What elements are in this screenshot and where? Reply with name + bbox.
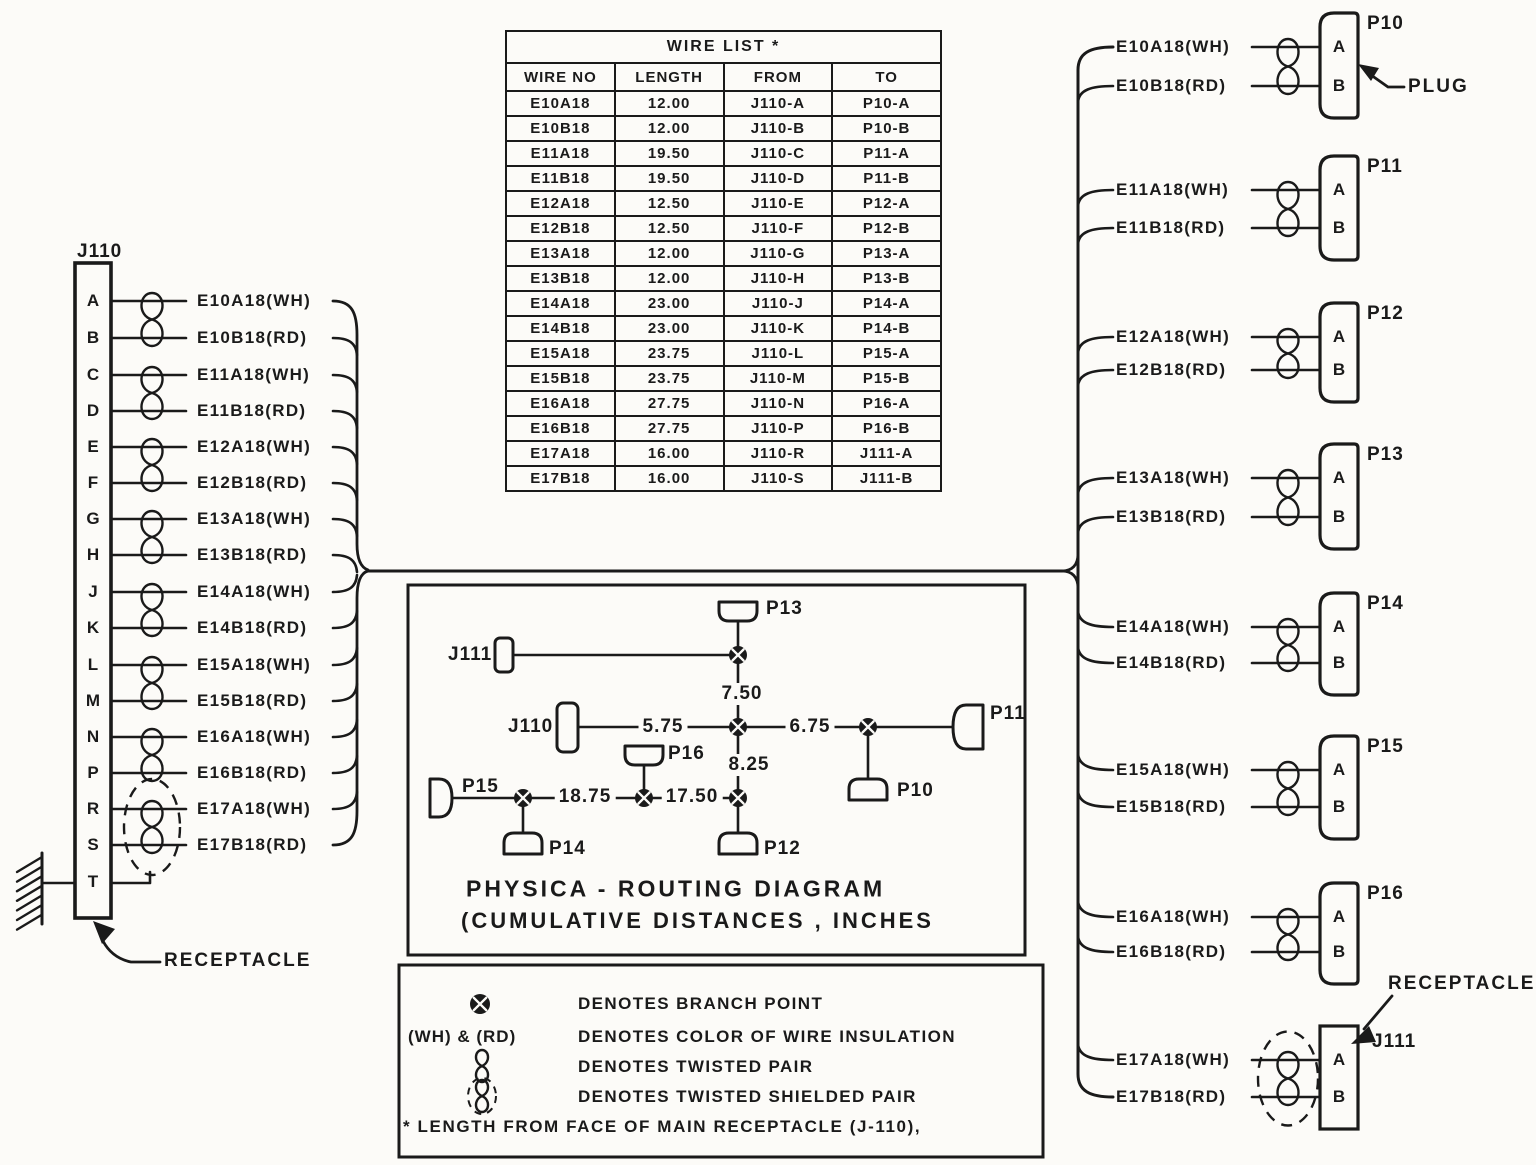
wire-cell: P14-A [832,291,941,316]
P10-pin-A: A [1332,37,1346,56]
left-wire-label-E17A18: E17A18(WH) [197,799,312,818]
wire-cell: 27.75 [615,391,724,416]
wire-cell: P15-B [832,366,941,391]
wire-row [506,216,941,241]
wire-row [506,441,941,466]
right-wire-label-E10B18: E10B18(RD) [1116,76,1227,95]
wire-row [506,241,941,266]
wire-cell: J110-G [724,241,833,266]
routing-node-p13: P13 [766,598,803,619]
wire-cell: E15A18 [506,341,615,366]
wire-cell: P10-A [832,91,941,116]
connector-name-P12: P12 [1367,303,1404,324]
wire-cell: E13B18 [506,266,615,291]
wire-cell: 12.00 [615,116,724,141]
wire-cell: J110-A [724,91,833,116]
wire-cell: P13-B [832,266,941,291]
routing-dim-5-75: 5.75 [639,716,688,738]
wire-cell: P11-A [832,141,941,166]
wire-cell: P16-B [832,416,941,441]
J111-pin-B: B [1332,1087,1346,1106]
wire-list [505,30,942,492]
routing-dim-8-25: 8.25 [725,754,774,776]
P11-pin-A: A [1332,180,1346,199]
left-wire-label-E14A18: E14A18(WH) [197,582,312,601]
wire-cell: E17B18 [506,466,615,491]
wire-cell: J110-H [724,266,833,291]
wire-row [506,416,941,441]
right-wire-label-E16B18: E16B18(RD) [1116,942,1227,961]
left-wire-label-E10B18: E10B18(RD) [197,328,308,347]
j110-pin-L: L [87,655,99,674]
right-connector-P15 [1078,736,1358,839]
wire-cell: J110-J [724,291,833,316]
wire-cell: 16.00 [615,466,724,491]
routing-title: PHYSICA - ROUTING DIAGRAM [466,875,886,902]
wire-cell: 12.00 [615,266,724,291]
wire-row [506,266,941,291]
col-length: LENGTH [615,63,724,91]
routing-node-p12: P12 [764,838,801,859]
legend-branch-point-text: DENOTES BRANCH POINT [578,994,824,1013]
left-wire-label-E14B18: E14B18(RD) [197,618,308,637]
right-wire-label-E14A18: E14A18(WH) [1116,617,1231,636]
wire-cell: P12-B [832,216,941,241]
routing-node-j110: J110 [508,716,554,737]
j110-pin-F: F [87,473,99,492]
wire-cell: 19.50 [615,141,724,166]
left-wire-label-E12A18: E12A18(WH) [197,437,312,456]
j110-pin-T: T [87,872,99,891]
j110-pin-H: H [86,545,100,564]
right-connector-P14 [1078,593,1358,695]
wire-row [506,291,941,316]
routing-node-j111: J111 [448,644,493,665]
wire-row [506,91,941,116]
wire-cell: 27.75 [615,416,724,441]
P12-pin-B: B [1332,360,1346,379]
wire-cell: P10-B [832,116,941,141]
wire-row [506,341,941,366]
connector-name-P10: P10 [1367,13,1404,34]
j110-pin-E: E [87,437,99,456]
right-connector-P12 [1078,303,1358,402]
P14-pin-B: B [1332,653,1346,672]
wire-cell: J110-B [724,116,833,141]
wire-row [506,316,941,341]
wire-cell: E11A18 [506,141,615,166]
wire-cell: E17A18 [506,441,615,466]
routing-node-p10: P10 [897,780,934,801]
left-wire-label-E10A18: E10A18(WH) [197,291,312,310]
wire-cell: J110-F [724,216,833,241]
wire-cell: P14-B [832,316,941,341]
wire-cell: P13-A [832,241,941,266]
wire-cell: 19.50 [615,166,724,191]
left-wire-label-E16A18: E16A18(WH) [197,727,312,746]
wire-cell: P12-A [832,191,941,216]
wire-cell: J111-B [832,466,941,491]
routing-node-p11: P11 [990,703,1026,724]
wire-cell: 16.00 [615,441,724,466]
j110-pin-B: B [86,328,100,347]
routing-dim-7-50: 7.50 [718,683,767,705]
right-wire-label-E15B18: E15B18(RD) [1116,797,1227,816]
left-wire-label-E12B18: E12B18(RD) [197,473,308,492]
left-wire-label-E13B18: E13B18(RD) [197,545,308,564]
routing-subtitle: (CUMULATIVE DISTANCES , INCHES [461,908,934,933]
wire-row [506,166,941,191]
connector-name-P15: P15 [1367,736,1404,757]
legend-note: * LENGTH FROM FACE OF MAIN RECEPTACLE (J-110), [403,1117,922,1136]
wire-cell: 12.00 [615,241,724,266]
wire-list-title: WIRE LIST * [506,31,941,63]
P11-pin-B: B [1332,218,1346,237]
left-wire-label-E11B18: E11B18(RD) [197,401,307,420]
j110-pin-N: N [86,727,100,746]
wire-cell: J111-A [832,441,941,466]
j110-pin-D: D [86,401,100,420]
legend-shielded-pair-text: DENOTES TWISTED SHIELDED PAIR [578,1087,917,1106]
wire-row [506,191,941,216]
wire-cell: 23.75 [615,341,724,366]
j110-pin-S: S [87,835,99,854]
routing-node-p16: P16 [668,743,705,764]
P12-pin-A: A [1332,327,1346,346]
right-wire-label-E11B18: E11B18(RD) [1116,218,1226,237]
J111-pin-A: A [1332,1050,1346,1069]
wire-cell: E15B18 [506,366,615,391]
right-wire-label-E12A18: E12A18(WH) [1116,327,1231,346]
P15-pin-A: A [1332,760,1346,779]
wire-cell: J110-N [724,391,833,416]
left-wire-label-E17B18: E17B18(RD) [197,835,308,854]
wire-cell: E12A18 [506,191,615,216]
left-wire-label-E11A18: E11A18(WH) [197,365,311,384]
left-wire-label-E13A18: E13A18(WH) [197,509,312,528]
j110-pin-R: R [86,799,100,818]
right-wire-label-E15A18: E15A18(WH) [1116,760,1231,779]
wire-cell: J110-M [724,366,833,391]
wire-cell: J110-L [724,341,833,366]
wire-cell: E13A18 [506,241,615,266]
left-wire-label-E15B18: E15B18(RD) [197,691,308,710]
wire-cell: P11-B [832,166,941,191]
wire-list-table [505,30,942,492]
right-wire-label-E17B18: E17B18(RD) [1116,1087,1227,1106]
wire-cell: 23.00 [615,316,724,341]
P15-pin-B: B [1332,797,1346,816]
right-wire-label-E14B18: E14B18(RD) [1116,653,1227,672]
right-connector-J111 [1078,1026,1358,1129]
wire-row [506,141,941,166]
right-wire-label-E13A18: E13A18(WH) [1116,468,1231,487]
wire-cell: 23.75 [615,366,724,391]
wire-cell: J110-D [724,166,833,191]
wire-cell: 12.50 [615,191,724,216]
right-wire-label-E17A18: E17A18(WH) [1116,1050,1231,1069]
P13-pin-B: B [1332,507,1346,526]
right-wire-label-E11A18: E11A18(WH) [1116,180,1230,199]
wire-cell: J110-C [724,141,833,166]
routing-node-p15: P15 [462,776,499,797]
j110-name-label: J110 [77,241,123,262]
right-connector-P16 [1078,883,1358,984]
right-connector-P11 [1078,156,1358,260]
wire-cell: E16B18 [506,416,615,441]
P13-pin-A: A [1332,468,1346,487]
j110-pin-J: J [88,582,98,601]
routing-dim-18-75: 18.75 [555,786,616,808]
j110-pin-M: M [85,691,101,710]
wire-cell: E12B18 [506,216,615,241]
wire-cell: 12.00 [615,91,724,116]
j110-pin-K: K [86,618,100,637]
right-connector-P10 [1078,13,1358,118]
col-from: FROM [724,63,833,91]
connector-name-P14: P14 [1367,593,1404,614]
P16-pin-A: A [1332,907,1346,926]
j110-receptacle-callout: RECEPTACLE [164,950,312,971]
wire-row [506,391,941,416]
routing-node-p14: P14 [549,838,586,859]
wire-cell: E10B18 [506,116,615,141]
wire-row [506,366,941,391]
legend-color-text: DENOTES COLOR OF WIRE INSULATION [578,1027,956,1046]
wire-cell: E14B18 [506,316,615,341]
connector-name-P16: P16 [1367,883,1404,904]
P16-pin-B: B [1332,942,1346,961]
connector-name-P13: P13 [1367,444,1404,465]
wire-cell: E16A18 [506,391,615,416]
j110-pin-P: P [87,763,99,782]
wire-cell: 12.50 [615,216,724,241]
wire-cell: E10A18 [506,91,615,116]
j111-receptacle-callout: RECEPTACLE [1388,973,1536,994]
wire-cell: P15-A [832,341,941,366]
wire-cell: J110-E [724,191,833,216]
wire-cell: J110-S [724,466,833,491]
j110-pin-G: G [86,509,100,528]
col-to: TO [832,63,941,91]
P10-pin-B: B [1332,76,1346,95]
routing-dim-6-75: 6.75 [786,716,835,738]
wire-cell: P16-A [832,391,941,416]
wire-row [506,116,941,141]
right-wire-label-E10A18: E10A18(WH) [1116,37,1231,56]
connector-name-J111: J111 [1372,1031,1417,1052]
routing-dim-17-50: 17.50 [662,786,723,808]
plug-callout: PLUG [1408,76,1469,97]
j110-pin-C: C [86,365,100,384]
connector-name-P11: P11 [1367,156,1403,177]
j110-receptacle-group [17,263,186,962]
legend-twisted-pair-text: DENOTES TWISTED PAIR [578,1057,814,1076]
col-wire-no: WIRE NO [506,63,615,91]
legend-color-symbol: (WH) & (RD) [408,1027,517,1046]
wire-cell: J110-R [724,441,833,466]
right-wire-label-E12B18: E12B18(RD) [1116,360,1227,379]
left-wire-label-E16B18: E16B18(RD) [197,763,308,782]
wire-cell: J110-K [724,316,833,341]
P14-pin-A: A [1332,617,1346,636]
wire-cell: 23.00 [615,291,724,316]
wire-cell: E14A18 [506,291,615,316]
wire-row [506,466,941,491]
right-wire-label-E16A18: E16A18(WH) [1116,907,1231,926]
wire-cell: J110-P [724,416,833,441]
right-wire-label-E13B18: E13B18(RD) [1116,507,1227,526]
right-connector-P13 [1078,444,1358,549]
wire-cell: E11B18 [506,166,615,191]
left-wire-label-E15A18: E15A18(WH) [197,655,312,674]
j110-pin-A: A [86,291,100,310]
